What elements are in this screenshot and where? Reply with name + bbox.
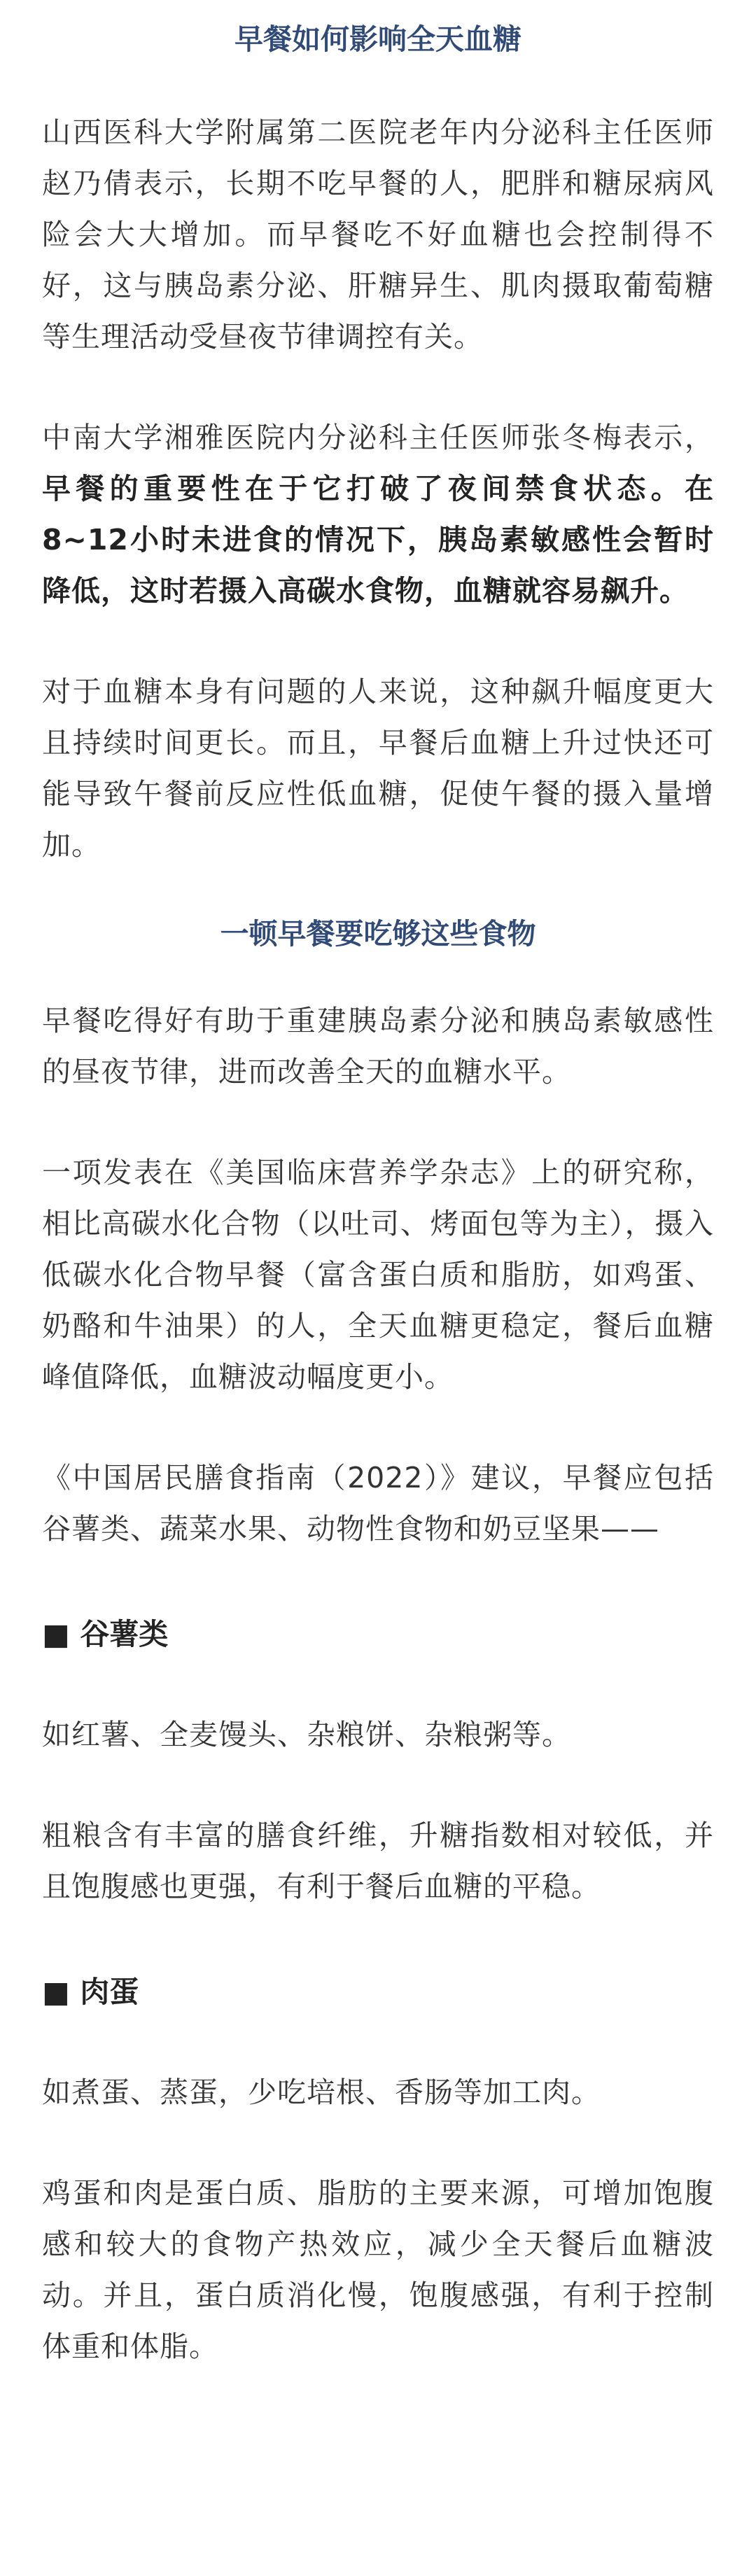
paragraph-meat-examples: 如煮蛋、蒸蛋，少吃培根、香肠等加工肉。: [42, 2076, 601, 2109]
paragraph-zhao-naiqian: 山西医科大学附属第二医院老年内分泌科主任医师赵乃倩表示，长期不吃早餐的人，肥胖和糖尿病风险会大大增加。而早餐吃不好血糖也会控制得不好，这与胰岛素分泌、肝糖异生、肌肉摄取葡萄糖等生理活动受昼夜节律调控有关。: [42, 115, 714, 354]
paragraph-coarse-grains: 粗粮含有丰富的膳食纤维，升糖指数相对较低，并且饱腹感也更强，有利于餐后血糖的平稳。: [42, 1819, 714, 1903]
paragraph-zhang-dongmei-emphasis: 早餐的重要性在于它打破了夜间禁食状态。在8~12小时未进食的情况下，胰岛素敏感性会暂时降低，这时若摄入高碳水食物，血糖就容易飙升。: [42, 472, 714, 608]
section-heading-breakfast-foods: 一顿早餐要吃够这些食物: [220, 917, 536, 951]
paragraph-circadian-rhythm: 早餐吃得好有助于重建胰岛素分泌和胰岛素敏感性的昼夜节律，进而改善全天的血糖水平。: [42, 1004, 714, 1088]
paragraph-protein-benefits: 鸡蛋和肉是蛋白质、脂肪的主要来源，可增加饱腹感和较大的食物产热效应，减少全天餐后血糖波动。并且，蛋白质消化慢，饱腹感强，有利于控制体重和体脂。: [42, 2176, 714, 2363]
paragraph-nutrition-study: 一项发表在《美国临床营养学杂志》上的研究称，相比高碳水化合物（以吐司、烤面包等为主），摄入低碳水化合物早餐（富含蛋白质和脂肪，如鸡蛋、奶酪和牛油果）的人，全天血糖更稳定，餐后血糖峰值降低，血糖波动幅度更小。: [42, 1156, 714, 1394]
paragraph-blood-sugar-spike: 对于血糖本身有问题的人来说，这种飙升幅度更大且持续时间更长。而且，早餐后血糖上升过快还可能导致午餐前反应性低血糖，促使午餐的摄入量增加。: [42, 675, 714, 862]
subheading-meat-eggs: ■ 肉蛋: [42, 1975, 139, 2009]
paragraph-zhang-dongmei: [42, 412, 714, 617]
subheading-grains-tubers: ■ 谷薯类: [42, 1617, 169, 1651]
paragraph-grains-examples: 如红薯、全麦馒头、杂粮饼、杂粮粥等。: [42, 1718, 571, 1751]
paragraph-zhang-dongmei-lead: 中南大学湘雅医院内分泌科主任医师张冬梅表示，: [42, 421, 714, 454]
paragraph-dietary-guidelines: 《中国居民膳食指南（2022）》建议，早餐应包括谷薯类、蔬菜水果、动物性食物和奶豆坚果——: [42, 1461, 714, 1546]
section-heading-breakfast-blood-sugar: 早餐如何影响全天血糖: [234, 22, 522, 56]
